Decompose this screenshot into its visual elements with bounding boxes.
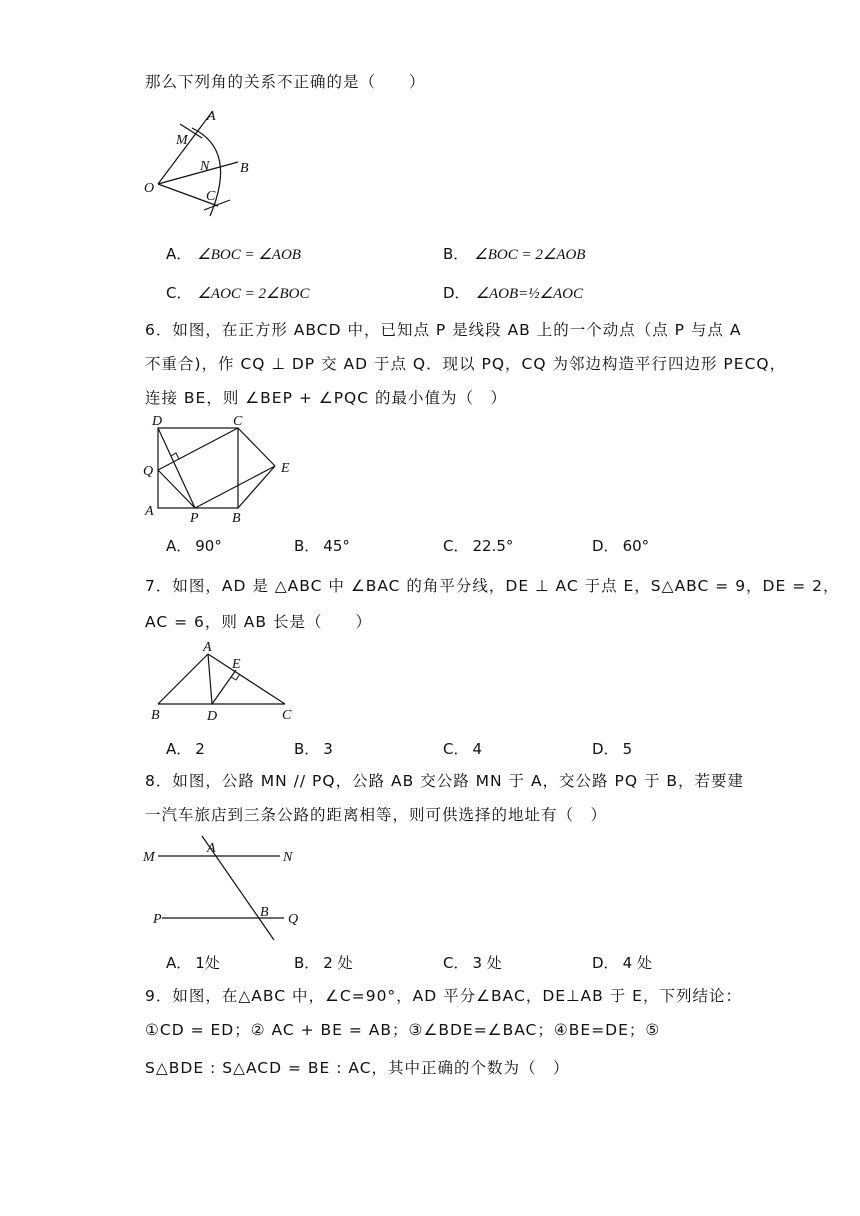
option-text: 3	[323, 740, 333, 758]
option-text: ∠AOB=½∠AOC	[475, 286, 583, 302]
option-letter: D．	[592, 537, 619, 555]
option-letter: B．	[294, 537, 320, 555]
q6-label-C: C	[233, 414, 243, 429]
option-text: 60°	[622, 537, 650, 555]
option-text: 4	[472, 740, 483, 758]
option-letter: D．	[443, 284, 470, 302]
q5-label-C: C	[206, 189, 216, 204]
option-text: 5	[622, 740, 633, 758]
q7-line-1: 7．如图，AD 是 △ABC 中 ∠BAC 的角平分线，DE ⊥ AC 于点 E，S△ABC = 9，DE = 2，	[145, 577, 840, 595]
q5-label-A: A	[207, 109, 216, 124]
option-letter: A．	[166, 740, 192, 758]
q8-option-a	[166, 952, 220, 973]
q5-figure	[140, 100, 260, 225]
option-text: 2 处	[323, 954, 353, 972]
option-letter: C．	[443, 740, 469, 758]
q7-line-2: AC = 6，则 AB 长是（ ）	[145, 613, 372, 631]
q7-label-A: A	[203, 640, 212, 655]
q8-label-A: A	[207, 841, 216, 856]
q5-label-M: M	[176, 133, 188, 148]
option-text: 1处	[195, 954, 220, 972]
option-text: 22.5°	[472, 537, 514, 555]
q5-label-N: N	[200, 159, 210, 174]
option-text: 3 处	[472, 954, 502, 972]
q6-label-P: P	[190, 511, 199, 526]
option-letter: A．	[166, 537, 192, 555]
q6-line-3: 连接 BE，则 ∠BEP + ∠PQC 的最小值为（ ）	[145, 389, 507, 407]
option-text: ∠AOC = 2∠BOC	[197, 286, 310, 302]
q8-option-b	[294, 952, 353, 973]
q8-option-d	[592, 952, 652, 973]
option-letter: A．	[166, 954, 192, 972]
q6-line-2: 不重合)，作 CQ ⊥ DP 交 AD 于点 Q．现以 PQ，CQ 为邻边构造平行四边形 PECQ，	[145, 355, 787, 373]
option-text: ∠BOC = 2∠AOB	[474, 247, 586, 263]
q9-line-3: S△BDE : S△ACD = BE : AC，其中正确的个数为（ ）	[145, 1059, 570, 1077]
q5-option-d	[443, 282, 583, 303]
q8-figure	[140, 836, 310, 946]
q5-label-B: B	[240, 161, 249, 176]
q7-label-B: B	[151, 708, 160, 723]
q8-label-N: N	[283, 850, 293, 865]
q5-option-a	[166, 243, 301, 264]
option-letter: B．	[443, 245, 469, 263]
q7-option-a	[166, 738, 205, 759]
option-letter: C．	[443, 954, 469, 972]
q6-option-b	[294, 535, 350, 556]
option-letter: A．	[166, 245, 192, 263]
q6-label-Q: Q	[143, 464, 154, 479]
option-letter: B．	[294, 954, 320, 972]
q7-label-E: E	[232, 657, 241, 672]
q9-line-2: ①CD = ED；② AC + BE = AB；③∠BDE=∠BAC；④BE=DE；⑤	[145, 1021, 661, 1039]
q8-label-M: M	[143, 850, 155, 865]
q5-option-c	[166, 282, 310, 303]
option-letter: B．	[294, 740, 320, 758]
q6-line-1: 6．如图，在正方形 ABCD 中，已知点 P 是线段 AB 上的一个动点（点 P 与点 A	[145, 321, 742, 339]
q8-label-Q: Q	[288, 912, 299, 927]
option-text: 45°	[323, 537, 350, 555]
option-letter: D．	[592, 954, 619, 972]
option-letter: C．	[166, 284, 192, 302]
option-letter: D．	[592, 740, 619, 758]
q7-option-c	[443, 738, 482, 759]
q6-figure	[140, 412, 300, 527]
q5-option-b	[443, 243, 585, 264]
q8-line-1: 8．如图，公路 MN // PQ，公路 AB 交公路 MN 于 A，交公路 PQ 于 B，若要建	[145, 772, 745, 790]
q9-line-1: 9．如图，在△ABC 中，∠C=90°，AD 平分∠BAC，DE⊥AB 于 E，下列结论：	[145, 987, 742, 1005]
option-text: 2	[195, 740, 205, 758]
q8-line-2: 一汽车旅店到三条公路的距离相等，则可供选择的地址有（ ）	[145, 806, 608, 824]
q7-option-b	[294, 738, 333, 759]
q7-option-d	[592, 738, 632, 759]
q7-label-C: C	[282, 708, 292, 723]
q6-label-B: B	[232, 511, 241, 526]
q7-label-D: D	[207, 709, 218, 724]
q7-figure	[140, 640, 300, 725]
q8-label-P: P	[153, 912, 162, 927]
q6-option-a	[166, 535, 222, 556]
option-text: 90°	[195, 537, 222, 555]
q5-stem-tail: 那么下列角的关系不正确的是（ ）	[145, 73, 426, 91]
q6-label-E: E	[281, 461, 290, 476]
q8-label-B: B	[260, 905, 269, 920]
q5-label-O: O	[144, 181, 155, 196]
q6-label-A: A	[145, 504, 154, 519]
option-letter: C．	[443, 537, 469, 555]
q6-label-D: D	[152, 414, 163, 429]
q6-option-d	[592, 535, 649, 556]
q6-option-c	[443, 535, 513, 556]
option-text: 4 处	[622, 954, 652, 972]
option-text: ∠BOC = ∠AOB	[197, 247, 301, 263]
q8-option-c	[443, 952, 502, 973]
